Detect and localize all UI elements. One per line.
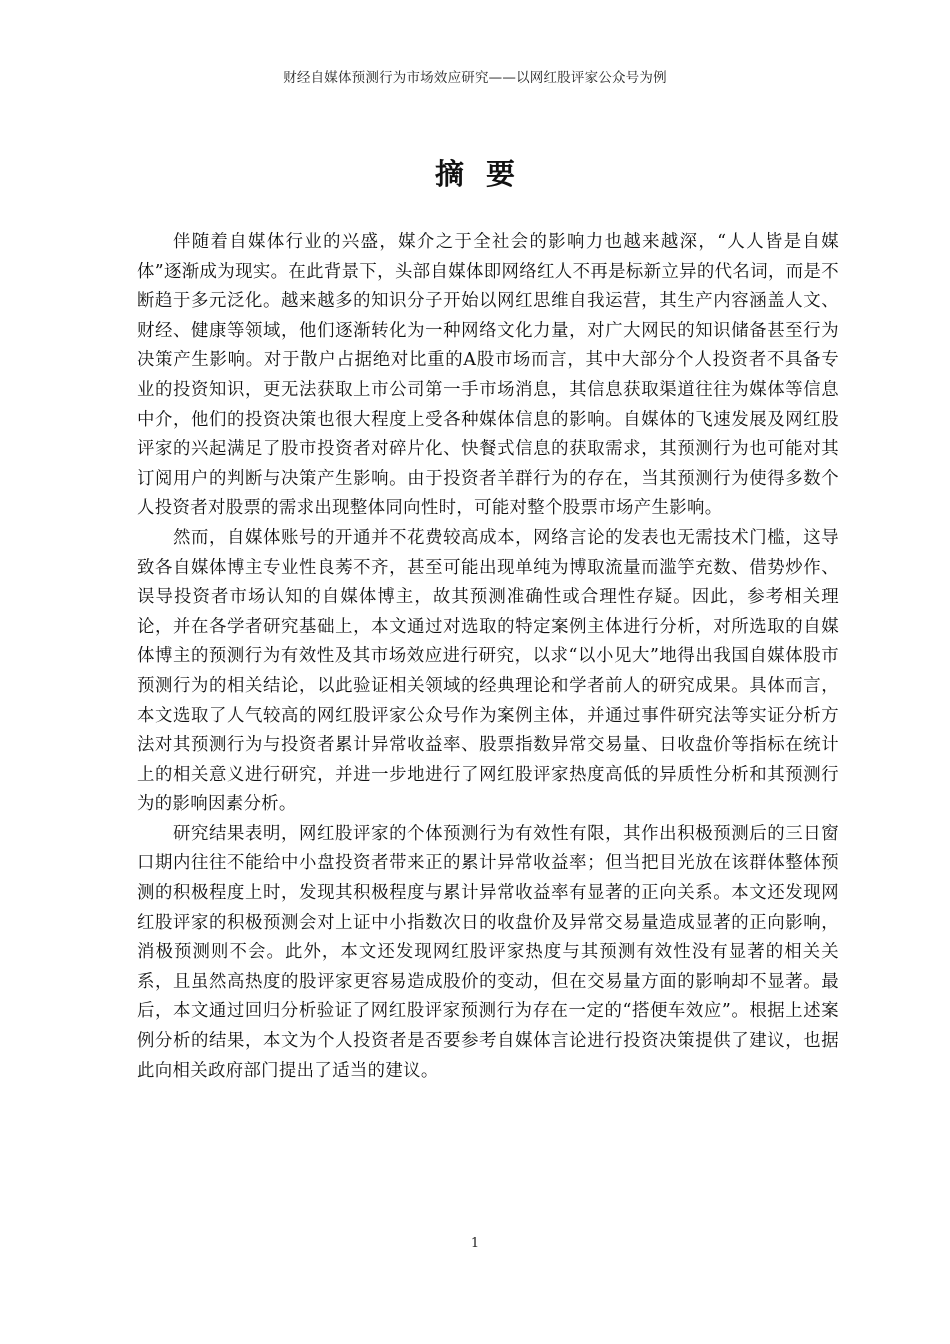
page-number: 1 (470, 1236, 480, 1251)
abstract-paragraph-3: 研究结果表明，网红股评家的个体预测行为有效性有限，其作出积极预测后的三日窗口期内往往不能给中小盘投资者带来正的累计异常收益率；但当把目光放在该群体整体预测的积极程度上时，发现其积极程度与累计异常收益率有显著的正向关系。本文还发现网红股评家的积极预测会对上证中小指数次日的收盘价及异常交易量造成显著的正向影响，消极预测则不会。此外，本文还发现网红股评家热度与其预测有效性没有显著的相关关系，且虽然高热度的股评家更容易造成股价的变动，但在交易量方面的影响却不显著。最后，本文通过回归分析验证了网红股评家预测行为存在一定的“搭便车效应”。根据上述案例分析的结果，本文为个人投资者是否要参考自媒体言论进行投资决策提供了建议，也据此向相关政府部门提出了适当的建议。 (137, 823, 839, 1081)
abstract-title-char-1: 摘 (434, 157, 464, 191)
abstract-title (0, 152, 950, 193)
abstract-title-char-2: 要 (486, 157, 516, 191)
running-header: 财经自媒体预测行为市场效应研究——以网红股评家公众号为例 (283, 70, 667, 86)
abstract-paragraph-1: 伴随着自媒体行业的兴盛，媒介之于全社会的影响力也越来越深，“人人皆是自媒体”逐渐成为现实。在此背景下，头部自媒体即网络红人不再是标新立异的代名词，而是不断趋于多元泛化。越来越多的知识分子开始以网红思维自我运营，其生产内容涵盖人文、财经、健康等领域，他们逐渐转化为一种网络文化力量，对广大网民的知识储备甚至行为决策产生影响。对于散户占据绝对比重的A股市场而言，其中大部分个人投资者不具备专业的投资知识，更无法获取上市公司第一手市场消息，其信息获取渠道往往为媒体等信息中介，他们的投资决策也很大程度上受各种媒体信息的影响。自媒体的飞速发展及网红股评家的兴起满足了股市投资者对碎片化、快餐式信息的获取需求，其预测行为也可能对其订阅用户的判断与决策产生影响。由于投资者羊群行为的存在，当其预测行为使得多数个人投资者对股票的需求出现整体同向性时，可能对整个股票市场产生影响。 (137, 232, 839, 519)
abstract-body (137, 228, 839, 1086)
abstract-paragraph-2: 然而，自媒体账号的开通并不花费较高成本，网络言论的发表也无需技术门槛，这导致各自媒体博主专业性良莠不齐，甚至可能出现单纯为博取流量而滥竽充数、借势炒作、误导投资者市场认知的自媒体博主，故其预测准确性或合理性存疑。因此，参考相关理论，并在各学者研究基础上，本文通过对选取的特定案例主体进行分析，对所选取的自媒体博主的预测行为有效性及其市场效应进行研究，以求“以小见大”地得出我国自媒体股市预测行为的相关结论，以此验证相关领域的经典理论和学者前人的研究成果。具体而言，本文选取了人气较高的网红股评家公众号作为案例主体，并通过事件研究法等实证分析方法对其预测行为与投资者累计异常收益率、股票指数异常交易量、日收盘价等指标在统计上的相关意义进行研究，并进一步地进行了网红股评家热度高低的异质性分析和其预测行为的影响因素分析。 (137, 527, 839, 815)
